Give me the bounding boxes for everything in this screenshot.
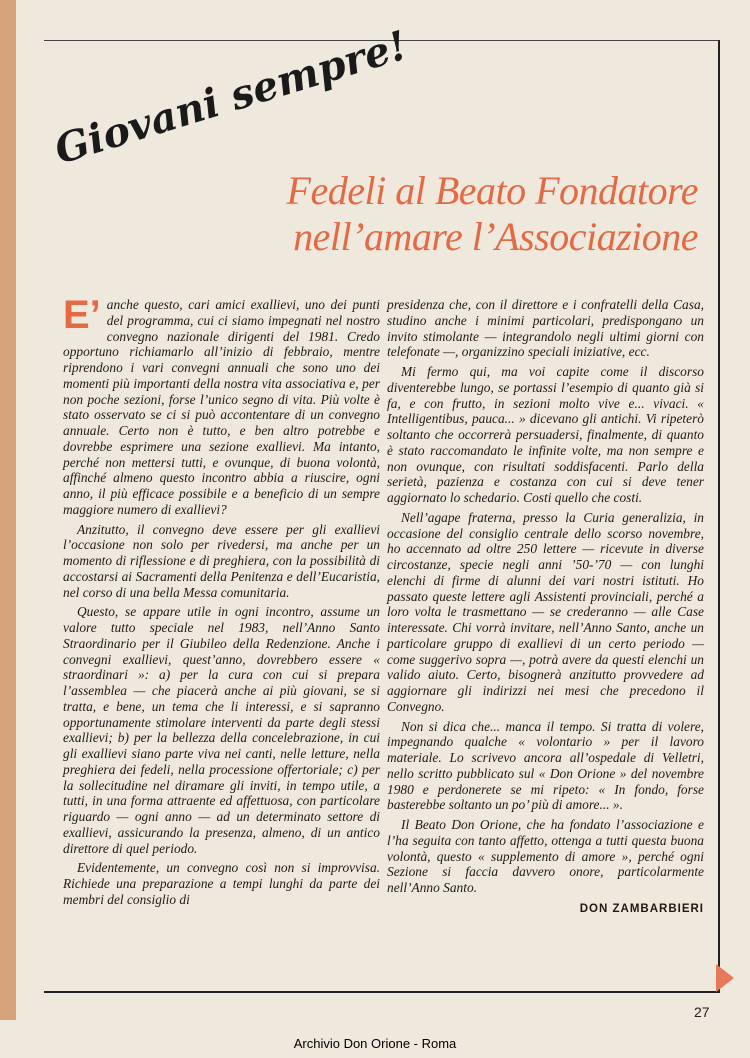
drop-cap: E’ [63,293,101,337]
article-column-left [63,293,380,912]
page-edge [0,0,16,1020]
paragraph: Questo, se appare utile in ogni incontro, assume un valore tutto speciale nel 1983, nell’Anno Santo Straordinario per il Giubileo della Redenzione. Anche i convegni exallievi, quest’anno, dovrebbero essere « straordinari »: a) per la cura con cui si prepara l’assemblea — che piacerà anche ai più giovani, se si tratta, e bene, un tema che li interessi, e si sapranno opportunamente stimolare interventi da parte degli stessi exallievi; b) per la bellezza della concelebrazione, in cui gli exallievi siano parte viva nei canti, nelle letture, nella preghiera dei fedeli, nella processione offertoriale; c) per la sollecitudine nel diramare gli inviti, in tempo utile, a tutti, in una forma attraente ed affettuosa, con particolare riguardo — ogni anno — ad un determinato settore di exallievi, assicurando la presenza, almeno, di un antico direttore di quel periodo. [63,604,380,856]
article-headline [170,168,698,260]
paragraph: Non si dica che... manca il tempo. Si tratta di volere, impegnando qualche « volontario » per il lavoro materiale. Lo scrivevo ancora all’ospedale di Velletri, nello scritto pubblicato sul « Don Orione » del novembre 1980 e perdonerete se mi ripeto: « In fondo, forse basterebbe soltanto un po’ più di amore... ». [387,718,704,813]
paragraph: Mi fermo qui, ma voi capite come il discorso diventerebbe lungo, se portassi l’esempio di quanto già si fa, e con frutto, in sezioni molto vive e... vivaci. « Intelligentibus, pauca... » dicevano gli antichi. Vi ripeterò soltanto che occorrerà persuadersi, finalmente, di quanto è stato raccomandato le infinite volte, ma non sempre e non ovunque, con risultati soddisfacenti. Parlo della serietà, pazienza e costanza con cui si deve tener aggiornato lo schedario. Costi quello che costi. [387,364,704,505]
page-number: 27 [694,1004,710,1020]
author-signature: DON ZAMBARBIERI [579,902,704,915]
corner-arrow-icon [716,964,734,992]
paragraph: Evidentemente, un convegno così non si improvvisa. Richiede una preparazione a tempi lunghi da parte dei membri del consiglio di [63,860,380,907]
paragraph: Il Beato Don Orione, che ha fondato l’associazione e l’ha seguita con tanto affetto, ottenga a tutti questa buona volontà, questo « supplemento di amore », perché ogni Sezione si faccia davvero onore, particolarmente nell’Anno Santo. [387,817,704,895]
paragraph: E’ anche questo, cari amici exallievi, uno dei punti del programma, cui ci siamo impegnati nel nostro convegno nazionale dirigenti del 1981. Credo opportuno richiamarlo all’inizio di febbraio, mentre riprendono i vari convegni annuali che sono uno dei momenti più importanti della nostra vita associativa e, per non poche sezioni, forse l’unico segno di vita. Più volte è stato osservato se ci si può accontentare di un convegno annuale. Certo non è tutto, e ben altro potrebbe e dovrebbe esprimere una sezione exallievi. Ma intanto, perché non mettersi tutti, e ovunque, di buona volontà, affinché almeno questo incontro abbia a riuscire, ogni anno, il più efficace possibile e a beneficio di un sempre maggiore numero di exallievi? [63,293,380,517]
article-column-right [387,297,704,918]
headline-line-2: nell’amare l’Associazione [293,214,698,259]
archive-caption: Archivio Don Orione - Roma [293,1036,457,1051]
kicker-text: Giovani sempre! [49,21,413,174]
paragraph: Nell’agape fraterna, presso la Curia generalizia, in occasione del consiglio centrale dello scorso novembre, ho accennato ad oltre 250 lettere — ricevute in diverse circostanze, specie negli anni ’50-’70 — con lunghi elenchi di firme di alunni dei vari nostri istituti. Ho passato queste lettere agli Assistenti provinciali, perché a loro volta le trasmettano — se crederanno — alle Case interessate. Chi vorrà invitare, nell’Anno Santo, anche un particolare gruppo di exallievi di un certo periodo — come suggerivo sopra —, potrà avere da questi elenchi un valido aiuto. Certo, bisognerà anzitutto provvedere ad aggiornare gli indirizzi nei mesi che precedono il Convegno. [387,509,704,714]
paragraph: Anzitutto, il convegno deve essere per gli exallievi l’occasione non solo per rivedersi, ma anche per un momento di riflessione e di preghiera, con la possibilità di accostarsi ai Sacramenti della Penitenza e dell’Eucaristia, nel corso di una bella Messa comunitaria. [63,521,380,600]
headline-line-1: Fedeli al Beato Fondatore [286,168,698,213]
paragraph: presidenza che, con il direttore e i confratelli della Casa, studino anche i minimi particolari, predispongano un invito stimolante — integrandolo negli ultimi giorni con telefonate —, organizzino speciali iniziative, ecc. [387,297,704,360]
